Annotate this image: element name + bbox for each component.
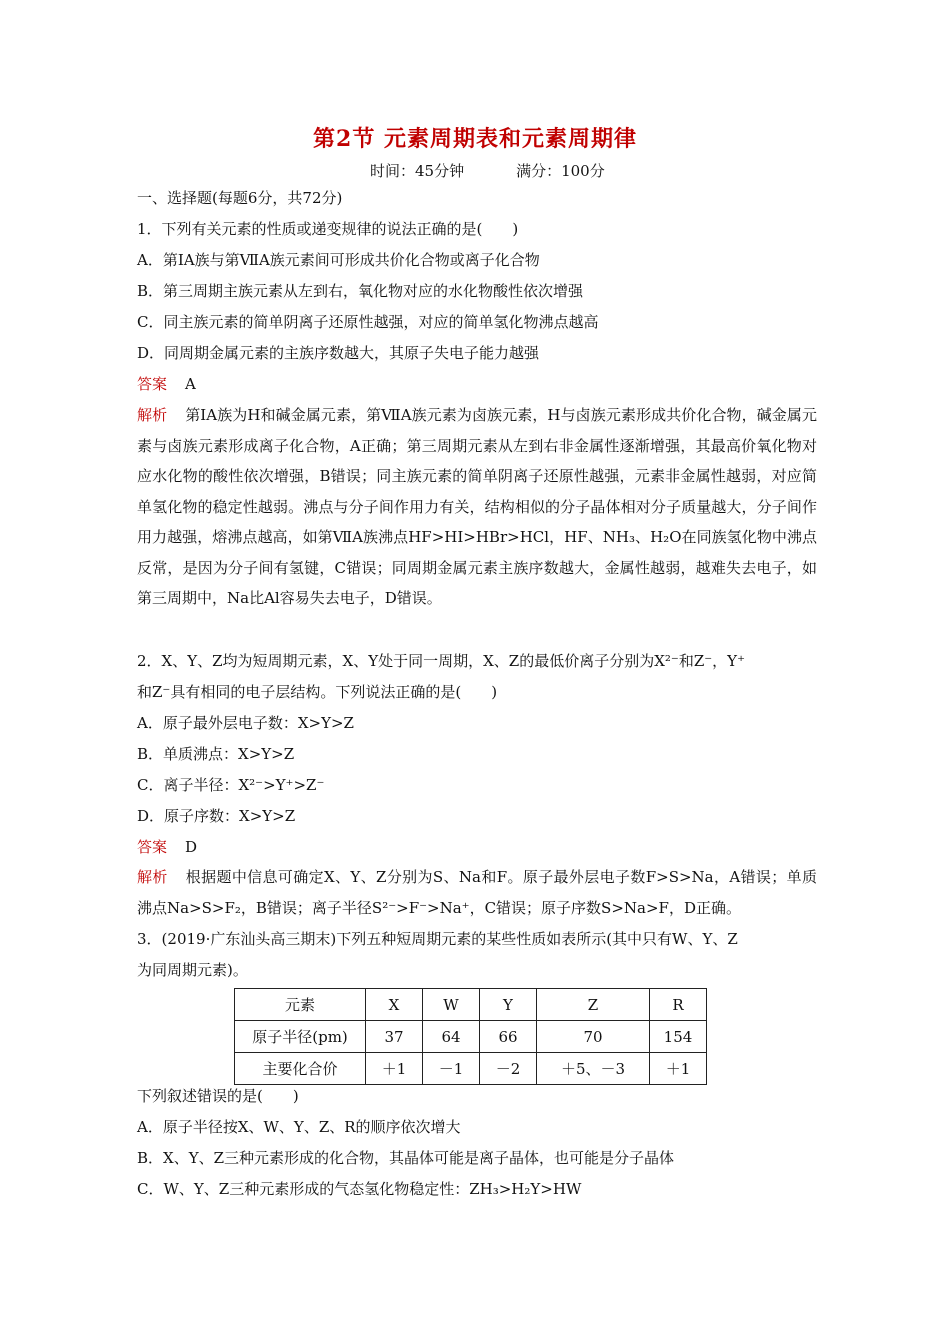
table-cell: 主要化合价: [235, 1053, 366, 1085]
q1-option-c: C．同主族元素的简单阴离子还原性越强，对应的简单氢化物沸点越高: [137, 313, 599, 331]
q1-option-d: D．同周期金属元素的主族序数越大，其原子失电子能力越强: [137, 344, 540, 362]
element-properties-table: [234, 988, 707, 1085]
q1-option-a: A．第ⅠA族与第ⅦA族元素间可形成共价化合物或离子化合物: [137, 251, 540, 269]
table-cell: 元素: [235, 989, 366, 1021]
table-cell: －2: [480, 1053, 537, 1085]
q2-answer-label: 答案: [137, 838, 168, 856]
table-header-row: [235, 989, 707, 1021]
table-cell: －1: [423, 1053, 480, 1085]
q3-option-a: A．原子半径按X、W、Y、Z、R的顺序依次增大: [137, 1118, 461, 1136]
table-cell: X: [366, 989, 423, 1021]
table-cell: Y: [480, 989, 537, 1021]
q2-option-a: A．原子最外层电子数：X>Y>Z: [137, 714, 354, 732]
q2-analysis-text: 根据题中信息可确定X、Y、Z分别为S、Na和F。原子最外层电子数F>S>Na，A错误；单质沸点Na>S>F₂，B错误；离子半径S²⁻>F⁻>Na⁺，C错误；原子序数S>Na>F，D正确。: [137, 868, 817, 917]
q2-analysis-label: 解析: [137, 868, 168, 886]
q3-stem-line1: 3．(2019·广东汕头高三期末)下列五种短周期元素的某些性质如表所示(其中只有W、Y、Z: [137, 930, 738, 948]
q2-answer: [137, 837, 197, 857]
full-score: 满分：100分: [516, 162, 605, 180]
table-cell: 66: [480, 1021, 537, 1053]
q2-option-b: B．单质沸点：X>Y>Z: [137, 745, 295, 763]
exam-meta: [370, 160, 605, 181]
table-cell: ＋5、－3: [537, 1053, 650, 1085]
table-cell: R: [650, 989, 707, 1021]
table-cell: 64: [423, 1021, 480, 1053]
q3-option-b: B．X、Y、Z三种元素形成的化合物，其晶体可能是离子晶体，也可能是分子晶体: [137, 1149, 675, 1167]
table-cell: Z: [537, 989, 650, 1021]
table-cell: 70: [537, 1021, 650, 1053]
table-row: [235, 1021, 707, 1053]
q2-analysis: [137, 862, 817, 923]
time-limit: 时间：45分钟: [370, 162, 465, 180]
q1-analysis-label: 解析: [137, 406, 168, 424]
q1-answer-label: 答案: [137, 375, 168, 393]
section-heading: 一、选择题(每题6分，共72分): [137, 189, 343, 207]
table-cell: 37: [366, 1021, 423, 1053]
q1-answer: [137, 374, 196, 394]
q3-stem-line2: 为同周期元素)。: [137, 961, 248, 979]
q2-option-d: D．原子序数：X>Y>Z: [137, 807, 296, 825]
q3-option-c: C．W、Y、Z三种元素形成的气态氢化物稳定性：ZH₃>H₂Y>HW: [137, 1180, 582, 1198]
q2-stem-line1: 2．X、Y、Z均为短周期元素，X、Y处于同一周期，X、Z的最低价离子分别为X²⁻和Z⁻，Y⁺: [137, 652, 746, 670]
table-row: [235, 1053, 707, 1085]
q1-option-b: B．第三周期主族元素从左到右，氧化物对应的水化物酸性依次增强: [137, 282, 584, 300]
q1-analysis-text: 第ⅠA族为H和碱金属元素，第ⅦA族元素为卤族元素，H与卤族元素形成共价化合物，碱金属元素与卤族元素形成离子化合物，A正确；第三周期元素从左到右非金属性逐渐增强，其最高价氧化物对应水化物的酸性依次增强，B错误；同主族元素的简单阴离子还原性越强，元素非金属性越弱，对应简单氢化物的稳定性越弱。沸点与分子间作用力有关，结构相似的分子晶体相对分子质量越大，分子间作用力越强，熔沸点越高，如第ⅦA族沸点HF>HI>HBr>HCl，HF、NH₃、H₂O在同族氢化物中沸点反常，是因为分子间有氢键，C错误；同周期金属元素主族序数越大，金属性越弱，越难失去电子，如第三周期中，Na比Al容易失去电子，D错误。: [137, 406, 817, 607]
table-cell: W: [423, 989, 480, 1021]
table-cell: ＋1: [366, 1053, 423, 1085]
table-cell: ＋1: [650, 1053, 707, 1085]
q3-prompt: 下列叙述错误的是( ): [137, 1087, 299, 1105]
page-title: 第2节 元素周期表和元素周期律: [313, 126, 637, 152]
q1-answer-value: A: [185, 375, 196, 393]
q2-option-c: C．离子半径：X²⁻>Y⁺>Z⁻: [137, 776, 325, 794]
q2-stem-line2: 和Z⁻具有相同的电子层结构。下列说法正确的是( ): [137, 683, 498, 701]
q1-stem: 1．下列有关元素的性质或递变规律的说法正确的是( ): [137, 220, 519, 238]
table-cell: 原子半径(pm): [235, 1021, 366, 1053]
q1-analysis: [137, 400, 817, 614]
table-cell: 154: [650, 1021, 707, 1053]
q2-answer-value: D: [185, 838, 198, 856]
